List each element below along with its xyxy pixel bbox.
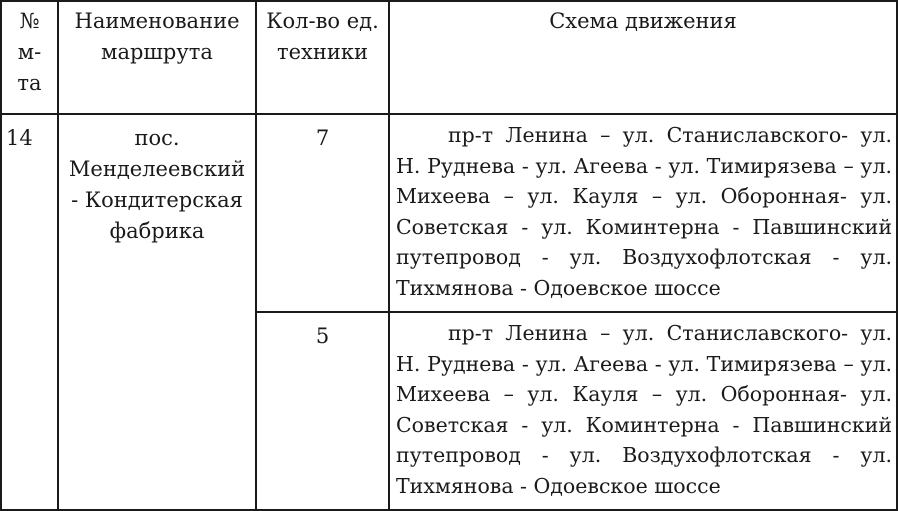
header-route-name: Наименование маршрута [74,9,240,64]
route-name: пос. Менделеевский - Кондитерская фабрика [68,126,246,243]
route-scheme-1: пр-т Ленина – ул. Станиславского- ул. Н. Руднева - ул. Агеева - ул. Тимирязева – ул. Михеева – ул. Кауля – ул. Оборонная- ул. Советская - ул. Коминтерна - Павшинский путепровод - ул. Воздухофлотская - ул. Тихмянова - Одоевское шоссе [396,123,892,300]
header-num: № м- та [17,9,42,95]
vehicle-count-2: 5 [315,324,330,348]
column-divider-num [57,0,59,511]
header-vehicle-count: Кол-во ед. техники [266,9,379,64]
vehicle-count-1: 7 [315,126,330,150]
header-route-scheme: Схема движения [549,9,737,33]
column-divider-name [255,0,257,511]
row-divider [255,311,898,313]
header-bottom-border [0,113,898,115]
table-top-border [0,0,898,2]
route-scheme-2: пр-т Ленина – ул. Станиславского- ул. Н. Руднева - ул. Агеева - ул. Тимирязева – ул. Михеева – ул. Кауля – ул. Оборонная- ул. Советская - ул. Коминтерна - Павшинский путепровод - ул. Воздухофлотская - ул. Тихмянова - Одоевское шоссе [396,321,892,498]
route-number: 14 [6,126,33,150]
